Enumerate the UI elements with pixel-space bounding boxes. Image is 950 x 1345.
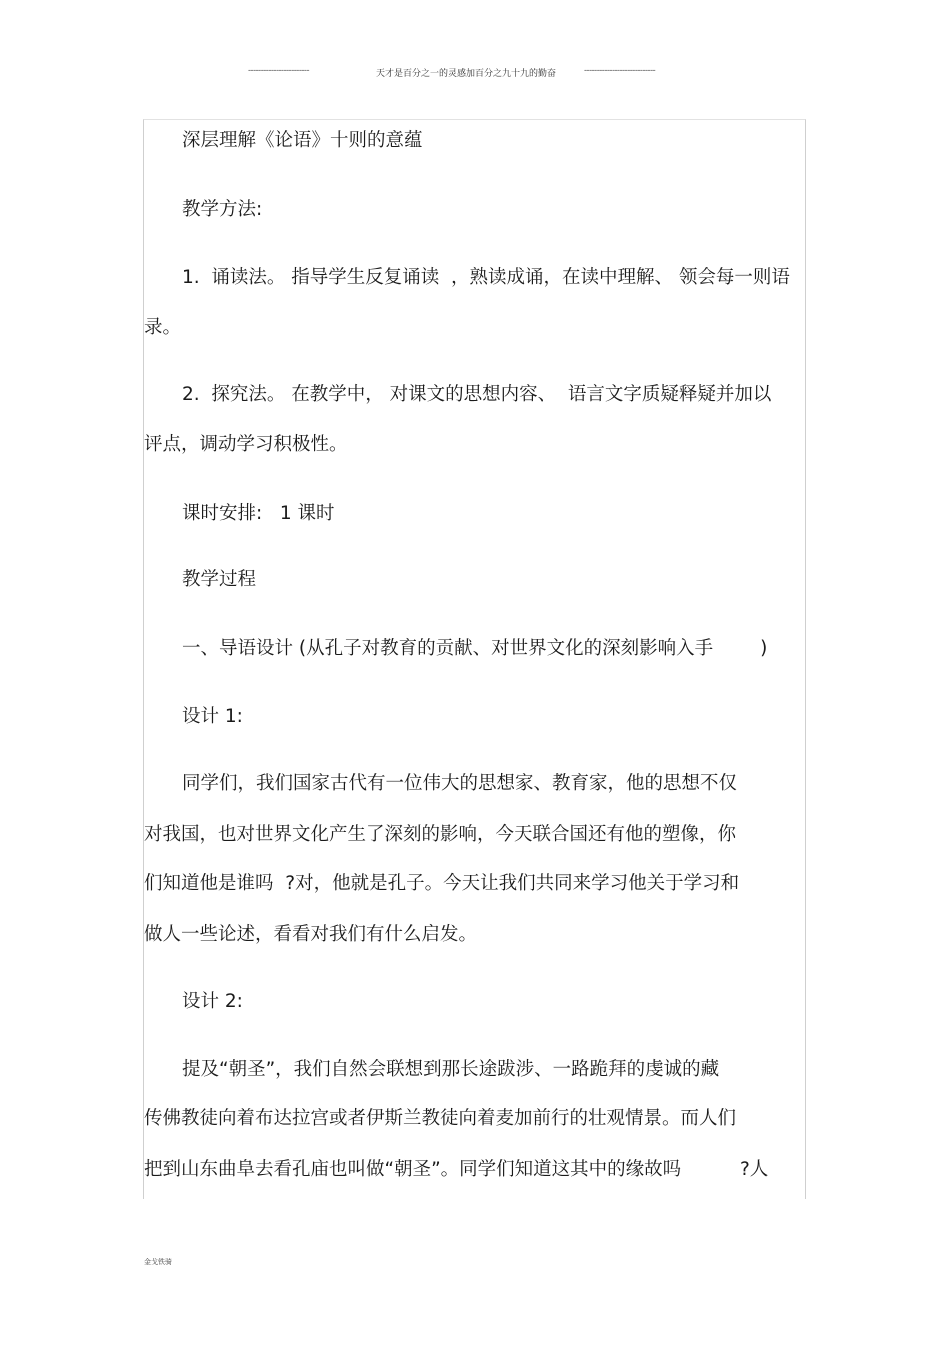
header-motto: 天才是百分之一的灵感加百分之九十九的勤奋 [376, 69, 557, 79]
page-header [0, 66, 950, 82]
method-heading: 教学方法: [182, 199, 263, 220]
design-1-paragraph-line: 对我国，也对世界文化产生了深刻的影响，今天联合国还有他的塑像，你 [144, 824, 737, 845]
method-1-line-1: 1. 诵读法。 指导学生反复诵读 ，熟读成诵，在读中理解、 领会每一则语 [182, 267, 790, 288]
process-heading: 教学过程 [182, 569, 257, 590]
design-2-paragraph-line: 把到山东曲阜去看孔庙也叫做“朝圣”。同学们知道这其中的缘故吗 ?人 [144, 1159, 769, 1180]
page-footer: 金戈铁骑 [144, 1258, 172, 1266]
method-2-line-1: 2. 探究法。 在教学中， 对课文的思想内容、 语言文字质疑释疑并加以 [182, 384, 772, 405]
design-1-paragraph-line: 做人一些论述，看看对我们有什么启发。 [144, 924, 478, 945]
header-right-rule: ---------------------------- [584, 66, 656, 76]
design-2-paragraph-line: 传佛教徒向着布达拉宫或者伊斯兰教徒向着麦加前行的壮观情景。而人们 [144, 1108, 737, 1129]
section-1-heading: 一、导语设计 (从孔子对教育的贡献、对世界文化的深刻影响入手 ) [182, 638, 768, 659]
design-1-paragraph-line: 们知道他是谁吗 ?对，他就是孔子。今天让我们共同来学习他关于学习和 [144, 873, 740, 894]
schedule-line: 课时安排: 1 课时 [182, 503, 335, 524]
design-1-paragraph-line: 同学们，我们国家古代有一位伟大的思想家、教育家，他的思想不仅 [182, 773, 738, 794]
method-1-line-2: 录。 [144, 317, 182, 338]
design-2-label: 设计 2: [182, 991, 243, 1012]
document-title: 深层理解《论语》十则的意蕴 [182, 130, 423, 151]
design-1-label: 设计 1: [182, 706, 243, 727]
header-left-rule: ------------------------ [248, 66, 309, 76]
design-2-paragraph-line: 提及“朝圣”，我们自然会联想到那长途跋涉、一路跪拜的虔诚的藏 [182, 1059, 720, 1080]
method-2-line-2: 评点，调动学习积极性。 [144, 434, 348, 455]
